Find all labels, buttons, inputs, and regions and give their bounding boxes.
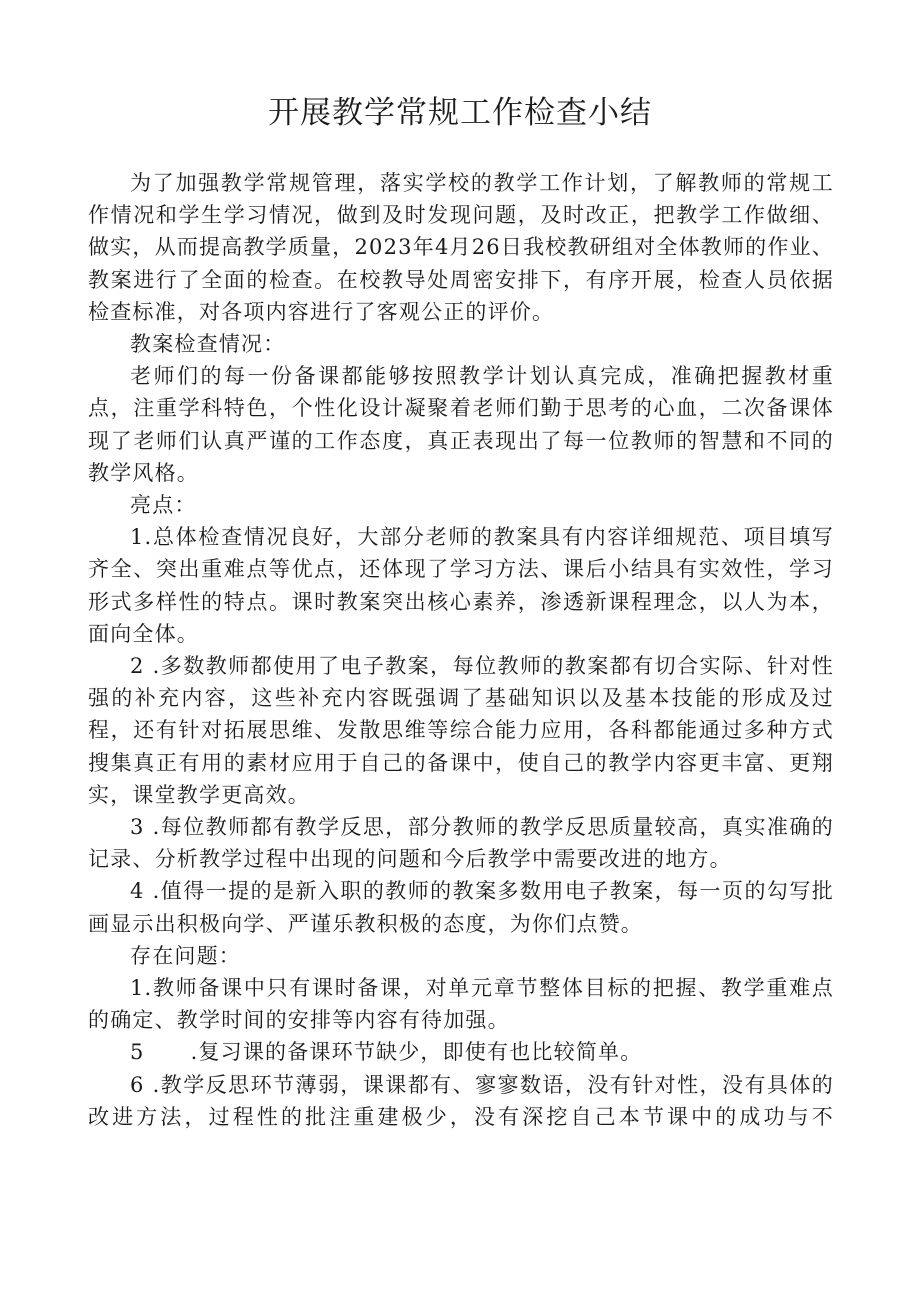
problem-item-6: 6 .教学反思环节薄弱，课课都有、寥寥数语，没有针对性，没有具体的改进方法，过程性的批注重建极少，没有深挖自己本节课中的成功与不 (88, 1072, 834, 1129)
problem-item-5-text: .复习课的备课环节缺少，即使有也比较简单。 (190, 1040, 643, 1065)
problem-item-5 (88, 1036, 834, 1068)
heading-lesson-plan-check: 教案检查情况： (130, 332, 286, 357)
paragraph-lesson-plan-check: 老师们的每一份备课都能够按照教学计划认真完成，准确把握教材重点，注重学科特色，个性化设计凝聚着老师们勤于思考的心血，二次备课体现了老师们认真严谨的工作态度，真正表现出了每一位教师的智慧和不同的教学风格。 (88, 364, 834, 485)
problem-item-5-number: 5 (130, 1040, 145, 1065)
highlight-item-2: 2 .多数教师都使用了电子教案，每位教师的教案都有切合实际、针对性强的补充内容，这些补充内容既强调了基础知识以及基本技能的形成及过程，还有针对拓展思维、发散思维等综合能力应用，各科都能通过多种方式搜集真正有用的素材应用于自己的备课中，使自己的教学内容更丰富、更翔实，课堂教学更高效。 (88, 654, 834, 807)
document-body (88, 167, 834, 1133)
highlight-item-3: 3 .每位教师都有教学反思，部分教师的教学反思质量较高，真实准确的记录、分析教学过程中出现的问题和今后教学中需要改进的地方。 (88, 815, 834, 872)
highlight-item-4: 4 .值得一提的是新入职的教师的教案多数用电子教案，每一页的勾写批画显示出积极向学、严谨乐教积极的态度，为你们点赞。 (88, 879, 834, 936)
paragraph-intro: 为了加强教学常规管理，落实学校的教学工作计划，了解教师的常规工作情况和学生学习情况，做到及时发现问题，及时改正，把教学工作做细、做实，从而提高教学质量，2023年4月26日我校教研组对全体教师的作业、教案进行了全面的检查。在校教导处周密安排下，有序开展，检查人员依据检查标准，对各项内容进行了客观公正的评价。 (88, 171, 834, 324)
heading-problems: 存在问题： (130, 943, 241, 968)
document-title: 开展教学常规工作检查小结 (268, 95, 652, 131)
highlight-item-1: 1.总体检查情况良好，大部分老师的教案具有内容详细规范、项目填写齐全、突出重难点等优点，还体现了学习方法、课后小结具有实效性，学习形式多样性的特点。课时教案突出核心素养，渗透新课程理念，以人为本，面向全体。 (88, 525, 834, 646)
heading-highlights: 亮点： (130, 493, 197, 518)
problem-item-1: 1.教师备课中只有课时备课，对单元章节整体目标的把握、教学重难点的确定、教学时间的安排等内容有待加强。 (88, 976, 834, 1033)
